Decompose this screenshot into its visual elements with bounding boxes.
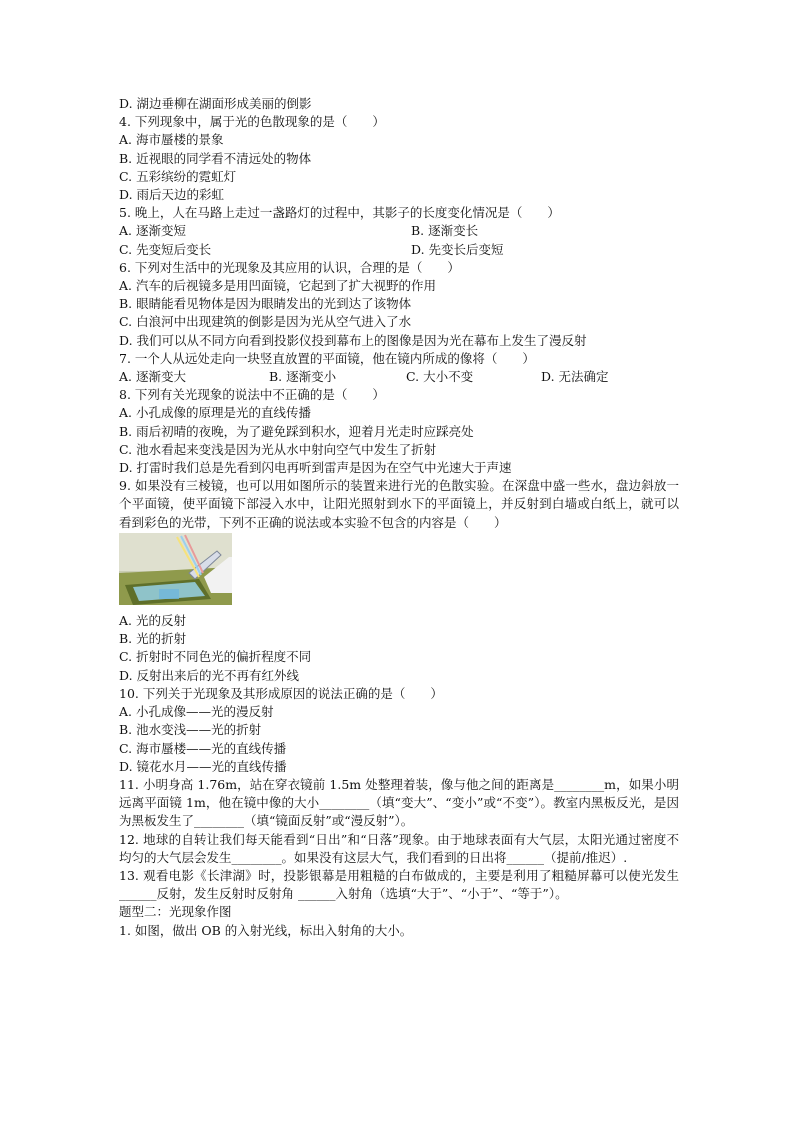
option-a: A. 光的反射: [119, 613, 186, 629]
question-5: 5. 晚上，人在马路上走过一盏路灯的过程中，其影子的长度变化情况是（ ）: [119, 205, 560, 221]
option-b: B. 逐渐变小: [269, 369, 337, 385]
option-b: B. 光的折射: [119, 631, 187, 647]
question-11: 11. 小明身高 1.76m，站在穿衣镜前 1.5m 处整理着装，像与他之间的距离是________m，如果小明远离平面镜 1m，他在镜中像的大小________（填“变大”、“变小”或“不变”）。教室内黑板反光，是因为黑板发生了________（填“镜面反射”或“漫反射”）。: [119, 776, 679, 829]
option-a: A. 小孔成像的原理是光的直线传播: [119, 405, 311, 421]
option-d: D. 镜花水月——光的直线传播: [119, 758, 287, 774]
option-d: D. 雨后天边的彩虹: [119, 187, 225, 203]
option-c: C. 池水看起来变浅是因为光从水中射向空气中发生了折射: [119, 441, 437, 457]
question-6: 6. 下列对生活中的光现象及其应用的认识，合理的是（ ）: [119, 259, 460, 275]
drawing-question-1: 1. 如图，做出 OB 的入射光线，标出入射角的大小。: [119, 922, 413, 938]
option-c: C. 白浪河中出现建筑的倒影是因为光从空气进入了水: [119, 314, 412, 330]
option-a: A. 海市蜃楼的景象: [119, 132, 224, 148]
option-a: A. 小孔成像——光的漫反射: [119, 704, 274, 720]
option-d: D. 我们可以从不同方向看到投影仪投到幕布上的图像是因为光在幕布上发生了漫反射: [119, 332, 587, 348]
option-b: B. 雨后初晴的夜晚，为了避免踩到积水，迎着月光走时应踩亮处: [119, 423, 474, 439]
question-12: 12. 地球的自转让我们每天能看到“日出”和“日落”现象。由于地球表面有大气层，太阳光通过密度不均匀的大气层会发生________。如果没有这层大气，我们看到的日出将______（提前/推迟）.: [119, 831, 679, 865]
option-d: D. 湖边垂柳在湖面形成美丽的倒影: [119, 96, 312, 111]
option-b: B. 近视眼的同学看不清远处的物体: [119, 150, 312, 166]
option-d: D. 先变长后变短: [411, 241, 504, 257]
option-b: B. 池水变浅——光的折射: [119, 722, 262, 738]
option-c: C. 大小不变: [406, 369, 474, 385]
question-10: 10. 下列关于光现象及其形成原因的说法正确的是（ ）: [119, 685, 443, 701]
options-row: [119, 368, 679, 386]
option-c: C. 先变短后变长: [119, 241, 212, 257]
question-4: 4. 下列现象中，属于光的色散现象的是（ ）: [119, 114, 385, 130]
question-13: 13. 观看电影《长津湖》时，投影银幕是用粗糙的白布做成的，主要是利用了粗糙屏幕可以使光发生 ______反射，发生反射时反射角 ______入射角（选填“大于”、“小于”、“等于”）。: [119, 867, 679, 902]
options-row: [119, 241, 679, 259]
worksheet-page: [119, 95, 679, 940]
option-c: C. 折射时不同色光的偏折程度不同: [119, 649, 312, 665]
option-c: C. 五彩缤纷的霓虹灯: [119, 168, 237, 184]
option-d: D. 反射出来后的光不再有红外线: [119, 667, 300, 683]
option-d: D. 打雷时我们总是先看到闪电再听到雷声是因为在空气中光速大于声速: [119, 460, 512, 476]
options-row: [119, 222, 679, 240]
option-a: A. 逐渐变大: [119, 369, 186, 385]
option-b: B. 眼睛能看见物体是因为眼睛发出的光到达了该物体: [119, 296, 412, 312]
option-a: A. 汽车的后视镜多是用凹面镜，它起到了扩大视野的作用: [119, 278, 436, 294]
option-b: B. 逐渐变长: [411, 223, 479, 239]
option-c: C. 海市蜃楼——光的直线传播: [119, 740, 287, 756]
option-d: D. 无法确定: [541, 369, 609, 385]
question-7: 7. 一个人从远处走向一块竖直放置的平面镜，他在镜内所成的像将（ ）: [119, 350, 535, 366]
section-heading: 题型二：光现象作图: [119, 904, 232, 920]
question-8: 8. 下列有关光现象的说法中不正确的是（ ）: [119, 387, 385, 403]
option-a: A. 逐渐变短: [119, 223, 186, 239]
question-9: 9. 如果没有三棱镜，也可以用如图所示的装置来进行光的色散实验。在深盘中盛一些水，盘边斜放一个平面镜，使平面镜下部浸入水中，让阳光照射到水下的平面镜上，并反射到白墙或白纸上，就可以看到彩色的光带，下列不正确的说法或本实验不包含的内容是（ ）: [119, 478, 679, 530]
dispersion-experiment-figure: [119, 533, 232, 605]
